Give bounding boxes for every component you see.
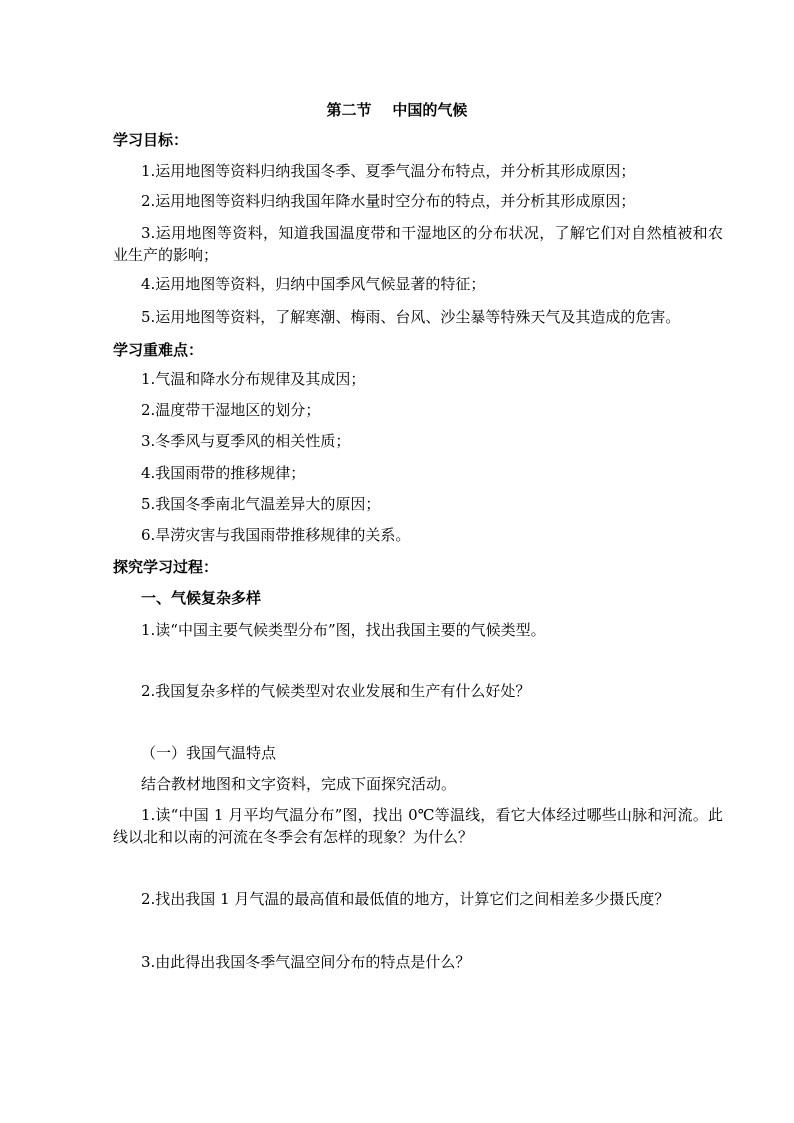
objective-item-5: 5.运用地图等资料，了解寒潮、梅雨、台风、沙尘暴等特殊天气及其造成的危害。 [141,308,681,326]
objective-item-4: 4.运用地图等资料，归纳中国季风气候显著的特征； [141,275,486,293]
objective-item-3: 3.运用地图等资料，知道我国温度带和干湿地区的分布状况，了解它们对自然植被和农业生产的影响； [113,224,723,264]
objective-item-1: 1.运用地图等资料归纳我国冬季、夏季气温分布特点，并分析其形成原因； [141,162,636,180]
key-point-item-5: 5.我国冬季南北气温差异大的原因； [141,495,381,513]
process-heading: 探究学习过程： [113,558,219,576]
page-title: 第二节 中国的气候 [326,101,468,119]
part1-question-2: 2.我国复杂多样的气候类型对农业发展和生产有什么好处？ [141,682,531,700]
objective-item-2: 2.运用地图等资料归纳我国年降水量时空分布的特点，并分析其形成原因； [141,192,636,210]
subsection-heading-temperature: （一）我国气温特点 [141,744,277,762]
key-point-item-2: 2.温度带干湿地区的划分； [141,401,321,419]
part1-question-1: 1.读“中国主要气候类型分布”图，找出我国主要的气候类型。 [141,621,546,639]
key-point-item-6: 6.旱涝灾害与我国雨带推移规律的关系。 [141,526,411,544]
subsection-question-2: 2.找出我国 1 月气温的最高值和最低值的地方，计算它们之间相差多少摄氏度？ [141,890,670,908]
key-point-item-1: 1.气温和降水分布规律及其成因； [141,370,366,388]
key-point-item-4: 4.我国雨带的推移规律； [141,464,306,482]
subsection-question-3: 3.由此得出我国冬季气温空间分布的特点是什么？ [141,953,471,971]
part1-heading: 一、气候复杂多样 [141,589,262,607]
objectives-heading: 学习目标： [113,131,189,149]
subsection-question-1: 1.读“中国 1 月平均气温分布”图，找出 0℃等温线，看它大体经过哪些山脉和河流。此线以北和以南的河流在冬季会有怎样的现象？为什么？ [113,806,723,846]
subsection-intro: 结合教材地图和文字资料，完成下面探究活动。 [141,775,457,793]
key-points-heading: 学习重难点： [113,341,204,359]
key-point-item-3: 3.冬季风与夏季风的相关性质； [141,432,351,450]
